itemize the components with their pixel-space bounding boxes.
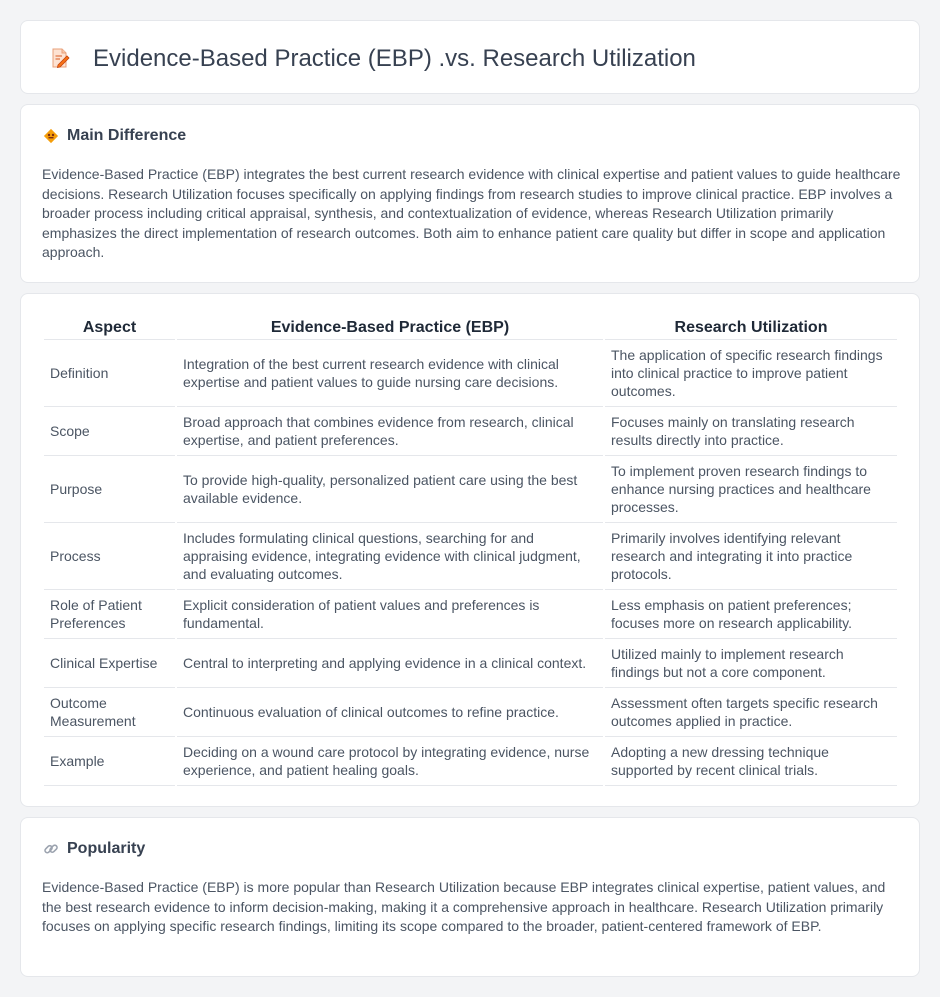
ru-cell: The application of specific research findings into clinical practice to improve patient outcomes. — [605, 340, 897, 407]
aspect-cell: Role of Patient Preferences — [44, 590, 175, 639]
aspect-cell: Example — [44, 737, 175, 786]
table-row — [44, 340, 897, 407]
ebp-cell: Continuous evaluation of clinical outcomes to refine practice. — [177, 688, 603, 737]
table-header-row — [44, 316, 897, 340]
document-pencil-icon — [49, 47, 71, 69]
column-header-research-utilization: Research Utilization — [605, 316, 897, 340]
aspect-cell: Clinical Expertise — [44, 639, 175, 688]
ebp-cell: Integration of the best current research evidence with clinical expertise and patient values to guide nursing care decisions. — [177, 340, 603, 407]
table-row — [44, 407, 897, 456]
ru-cell: Assessment often targets specific research outcomes applied in practice. — [605, 688, 897, 737]
column-header-aspect: Aspect — [44, 316, 175, 340]
ebp-cell: Central to interpreting and applying evidence in a clinical context. — [177, 639, 603, 688]
ru-cell: Focuses mainly on translating research results directly into practice. — [605, 407, 897, 456]
ru-cell: Utilized mainly to implement research findings but not a core component. — [605, 639, 897, 688]
table-row — [44, 456, 897, 523]
aspect-cell: Outcome Measurement — [44, 688, 175, 737]
table-row — [44, 688, 897, 737]
table-row — [44, 737, 897, 786]
table-row — [44, 590, 897, 639]
ebp-cell: Explicit consideration of patient values and preferences is fundamental. — [177, 590, 603, 639]
main-difference-card — [20, 104, 920, 283]
ru-cell: Primarily involves identifying relevant research and integrating it into practice protocols. — [605, 523, 897, 590]
diamond-warning-icon — [43, 128, 59, 144]
main-difference-heading — [43, 127, 186, 145]
ru-cell: Adopting a new dressing technique supported by recent clinical trials. — [605, 737, 897, 786]
link-icon — [43, 841, 59, 857]
table-row — [44, 639, 897, 688]
column-header-ebp: Evidence-Based Practice (EBP) — [177, 316, 603, 340]
popularity-title: Popularity — [67, 840, 146, 857]
ebp-cell: Deciding on a wound care protocol by integrating evidence, nurse experience, and patient healing goals. — [177, 737, 603, 786]
comparison-table-card — [20, 293, 920, 807]
aspect-cell: Process — [44, 523, 175, 590]
comparison-table — [42, 316, 899, 786]
ru-cell: To implement proven research findings to enhance nursing practices and healthcare processes. — [605, 456, 897, 523]
page-title: Evidence-Based Practice (EBP) .vs. Research Utilization — [93, 45, 696, 72]
popularity-heading — [43, 840, 145, 858]
ebp-cell: Includes formulating clinical questions, searching for and appraising evidence, integrating evidence with clinical judgment, and evaluating outcomes. — [177, 523, 603, 590]
aspect-cell: Definition — [44, 340, 175, 407]
aspect-cell: Purpose — [44, 456, 175, 523]
aspect-cell: Scope — [44, 407, 175, 456]
ebp-cell: Broad approach that combines evidence from research, clinical expertise, and patient preferences. — [177, 407, 603, 456]
table-row — [44, 523, 897, 590]
popularity-card — [20, 817, 920, 977]
main-difference-title: Main Difference — [67, 127, 187, 144]
popularity-text: Evidence-Based Practice (EBP) is more popular than Research Utilization because EBP integrates clinical expertise, patient values, and the best research evidence to inform decision-making, making it a comprehensive approach in healthcare. Research Utilization primarily focuses on applying specific research findings, limiting its scope compared to the broader, patient-centered framework of EBP. — [42, 879, 886, 935]
ebp-cell: To provide high-quality, personalized patient care using the best available evidence. — [177, 456, 603, 523]
ru-cell: Less emphasis on patient preferences; focuses more on research applicability. — [605, 590, 897, 639]
main-difference-text: Evidence-Based Practice (EBP) integrates the best current research evidence with clinical expertise and patient values to guide healthcare decisions. Research Utilization focuses specifically on applying findings from research studies to improve clinical practice. EBP involves a broader process including critical appraisal, synthesis, and contextualization of evidence, whereas Research Utilization primarily emphasizes the direct implementation of research outcomes. Both aim to enhance patient care quality but differ in scope and application approach. — [42, 166, 901, 261]
header-card — [20, 20, 920, 94]
